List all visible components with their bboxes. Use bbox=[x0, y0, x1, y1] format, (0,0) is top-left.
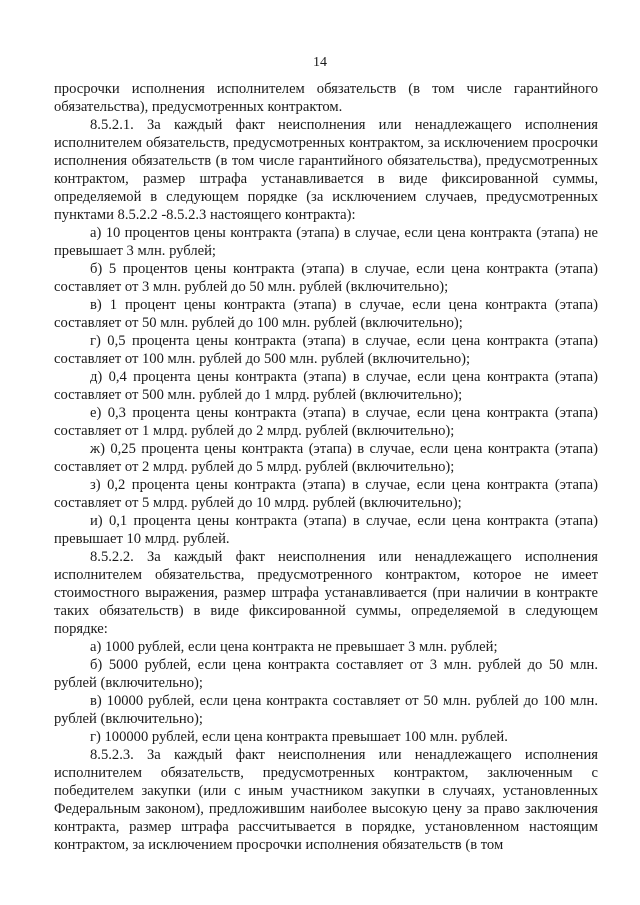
paragraph-8-5-2-1: 8.5.2.1. За каждый факт неисполнения или ненадлежащего исполнения исполнителем обязательств, предусмотренных контрактом, за исключением просрочки исполнения обязательств (в том числе гарантийного обязательства), предусмотренных контрактом, размер штрафа устанавливается в виде фиксированной суммы, определяемой в следующем порядке (за исключением случаев, предусмотренных пунктами 8.5.2.2 -8.5.2.3 настоящего контракта): bbox=[54, 117, 598, 223]
list-item-i: и) 0,1 процента цены контракта (этапа) в случае, если цена контракта (этапа) превышает 10 млрд. рублей. bbox=[54, 513, 598, 547]
list-item-d: д) 0,4 процента цены контракта (этапа) в случае, если цена контракта (этапа) составляет от 500 млн. рублей до 1 млрд. рублей (включительно); bbox=[54, 369, 598, 403]
list-item-b: б) 5000 рублей, если цена контракта составляет от 3 млн. рублей до 50 млн. рублей (включительно); bbox=[54, 657, 598, 691]
list-item-v: в) 1 процент цены контракта (этапа) в случае, если цена контракта (этапа) составляет от 50 млн. рублей до 100 млн. рублей (включительно); bbox=[54, 297, 598, 331]
list-item-zh: ж) 0,25 процента цены контракта (этапа) в случае, если цена контракта (этапа) составляет от 2 млрд. рублей до 5 млрд. рублей (включительно); bbox=[54, 441, 598, 475]
document-body bbox=[54, 80, 598, 854]
paragraph-8-5-2-2: 8.5.2.2. За каждый факт неисполнения или ненадлежащего исполнения исполнителем обязательства, предусмотренного контрактом, которое не имеет стоимостного выражения, размер штрафа устанавливается (при наличии в контракте таких обязательств) в виде фиксированной суммы, определяемой в следующем порядке: bbox=[54, 549, 598, 637]
list-item-a: а) 1000 рублей, если цена контракта не превышает 3 млн. рублей; bbox=[90, 639, 498, 655]
page-number: 14 bbox=[313, 55, 327, 70]
list-item-b: б) 5 процентов цены контракта (этапа) в случае, если цена контракта (этапа) составляет от 3 млн. рублей до 50 млн. рублей (включительно); bbox=[54, 261, 598, 295]
list-item-z: з) 0,2 процента цены контракта (этапа) в случае, если цена контракта (этапа) составляет от 5 млрд. рублей до 10 млрд. рублей (включительно); bbox=[54, 477, 598, 511]
paragraph-8-5-2-3: 8.5.2.3. За каждый факт неисполнения или ненадлежащего исполнения исполнителем обязательств, предусмотренных контрактом, заключенным с победителем закупки (или с иным участником закупки в случаях, установленных Федеральным законом), предложившим наиболее высокую цену за право заключения контракта, размер штрафа рассчитывается в порядке, установленном настоящим контрактом, за исключением просрочки исполнения обязательств (в том bbox=[54, 747, 598, 853]
list-item-a: а) 10 процентов цены контракта (этапа) в случае, если цена контракта (этапа) не превышает 3 млн. рублей; bbox=[54, 225, 598, 259]
paragraph-continuation: просрочки исполнения исполнителем обязательств (в том числе гарантийного обязательства), предусмотренных контрактом. bbox=[54, 81, 598, 115]
list-item-g: г) 100000 рублей, если цена контракта превышает 100 млн. рублей. bbox=[90, 729, 508, 745]
list-item-e: е) 0,3 процента цены контракта (этапа) в случае, если цена контракта (этапа) составляет от 1 млрд. рублей до 2 млрд. рублей (включительно); bbox=[54, 405, 598, 439]
list-item-g: г) 0,5 процента цены контракта (этапа) в случае, если цена контракта (этапа) составляет от 100 млн. рублей до 500 млн. рублей (включительно); bbox=[54, 333, 598, 367]
list-item-v: в) 10000 рублей, если цена контракта составляет от 50 млн. рублей до 100 млн. рублей (включительно); bbox=[54, 693, 598, 727]
